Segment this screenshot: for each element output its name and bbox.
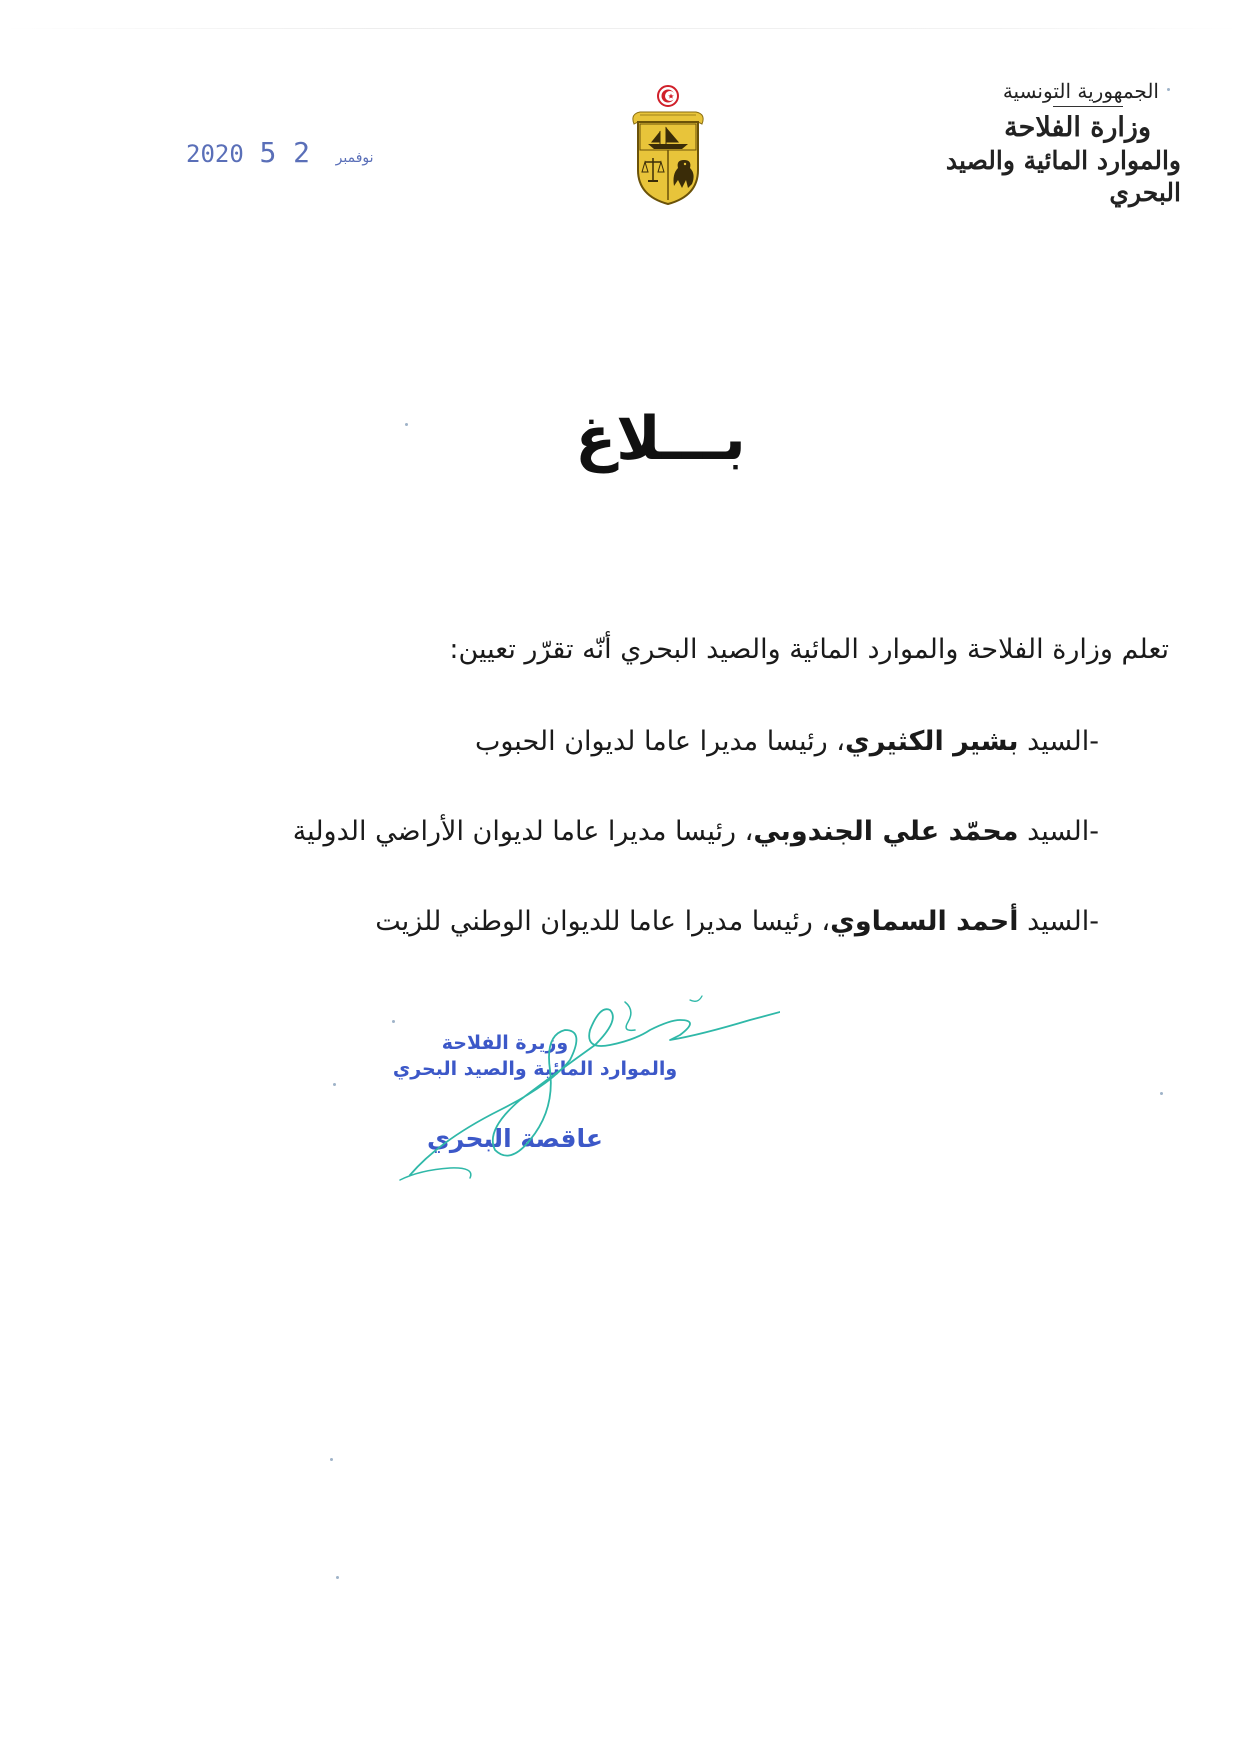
letterhead-rule bbox=[1053, 106, 1123, 107]
appointment-prefix: -السيد bbox=[1018, 816, 1099, 847]
ministry-name-line2: والموارد المائية والصيد البحري bbox=[945, 146, 1181, 207]
republic-name: الجمهورية التونسية bbox=[1002, 79, 1159, 103]
scan-speck bbox=[1160, 1092, 1163, 1095]
appointee-name: بشير الكثيري bbox=[845, 726, 1019, 757]
date-stamp-day: 2 5 bbox=[259, 136, 311, 169]
signatory-title-line2: والموارد المائية والصيد البحري bbox=[392, 1058, 678, 1080]
date-stamp-month: نوفمبر bbox=[335, 150, 374, 166]
scan-edge-line bbox=[0, 28, 1241, 29]
signatory-title-line1: وزيرة الفلاحة bbox=[441, 1032, 569, 1054]
notice-intro: تعلم وزارة الفلاحة والموارد المائية والصيد البحري أنّه تقرّر تعيين: bbox=[449, 634, 1169, 665]
scan-speck bbox=[392, 1020, 395, 1023]
appointment-role: ، رئيسا مديرا عاما لديوان الأراضي الدولية bbox=[292, 816, 754, 847]
appointment-role: ، رئيسا مديرا عاما للديوان الوطني للزيت bbox=[375, 906, 831, 937]
signatory-name: عاقصة البحري bbox=[427, 1124, 603, 1153]
notice-title: بـــلاغ bbox=[575, 404, 746, 474]
letterhead bbox=[881, 78, 1181, 209]
appointee-name: محمّد علي الجندوبي bbox=[753, 816, 1019, 847]
appointee-name: أحمد السماوي bbox=[830, 906, 1019, 937]
date-stamp bbox=[186, 136, 374, 169]
appointment-prefix: -السيد bbox=[1018, 906, 1099, 937]
appointment-item bbox=[375, 902, 1169, 942]
appointment-role: ، رئيسا مديرا عاما لديوان الحبوب bbox=[474, 726, 846, 757]
notice-body bbox=[109, 630, 1169, 937]
appointment-item bbox=[293, 812, 1169, 852]
tunisia-coat-of-arms-icon bbox=[626, 84, 710, 208]
ministry-name-line1: وزارة الفلاحة bbox=[1004, 112, 1151, 143]
scan-speck bbox=[336, 1576, 339, 1579]
signatory-block bbox=[370, 1030, 700, 1156]
appointment-item bbox=[475, 722, 1169, 762]
scan-speck bbox=[1167, 88, 1170, 91]
appointment-prefix: -السيد bbox=[1018, 726, 1099, 757]
scan-speck bbox=[330, 1458, 333, 1461]
date-stamp-year: 2020 bbox=[186, 140, 244, 168]
scan-speck bbox=[405, 423, 408, 426]
scan-speck bbox=[333, 1083, 336, 1086]
